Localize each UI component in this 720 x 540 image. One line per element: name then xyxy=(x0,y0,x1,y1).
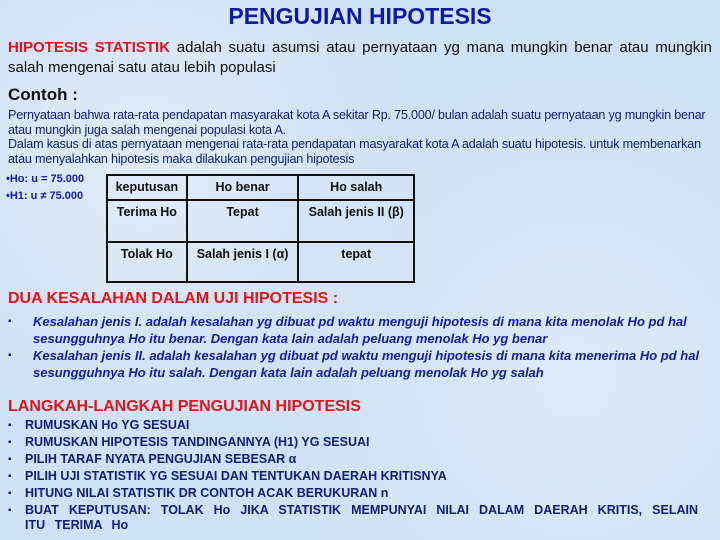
example-paragraph: Dalam kasus di atas pernyataan mengenai rata-rata pendapatan masyarakat kota A adalah suatu hipotesis. untuk membenarkan atau menyalahkan hipotesis maka dilakukan pengujian hipotesis xyxy=(8,137,701,166)
list-item-text: PILIH UJI STATISTIK YG SESUAI DAN TENTUKAN DAERAH KRITISNYA xyxy=(25,469,447,483)
slide-title: PENGUJIAN HIPOTESIS xyxy=(228,3,492,29)
bullet-icon: ▪ xyxy=(8,316,12,327)
example-heading: Contoh : xyxy=(8,85,78,104)
definition xyxy=(8,38,712,78)
bullet-icon: ▪ xyxy=(8,437,12,448)
list-item xyxy=(8,503,698,533)
list-item-text: Kesalahan jenis I. adalah kesalahan yg dibuat pd waktu menguji hipotesis di mana kita menolak Ho pd hal sesungguhnya Ho itu benar. Dengan kata lain adalah peluang menolak Ho yg benar xyxy=(33,314,687,346)
bullet-icon: ▪ xyxy=(8,420,12,431)
alt-hypothesis: •H1: u ≠ 75.000 xyxy=(6,190,84,202)
table-cell: Salah jenis II (β) xyxy=(298,200,414,242)
table-row xyxy=(107,242,414,282)
table-cell: Tepat xyxy=(187,200,299,242)
bullet-icon: ▪ xyxy=(8,454,12,465)
definition-text: adalah suatu asumsi atau pernyataan yg mana mungkin benar atau mungkin salah mengenai satu atau lebih populasi xyxy=(8,39,712,76)
table-header: Ho salah xyxy=(298,175,414,200)
errors-list xyxy=(8,314,708,382)
table-header: keputusan xyxy=(107,175,187,200)
definition-term: HIPOTESIS STATISTIK xyxy=(8,39,171,56)
list-item-text: HITUNG NILAI STATISTIK DR CONTOH ACAK BERUKURAN n xyxy=(25,486,389,500)
errors-heading: DUA KESALAHAN DALAM UJI HIPOTESIS : xyxy=(8,290,339,307)
list-item-text: Kesalahan jenis II. adalah kesalahan yg dibuat pd waktu menguji hipotesis di mana kita menerima Ho pd hal sesungguhnya Ho itu salah. Dengan kata lain adalah peluang menolak Ho yg salah xyxy=(33,348,700,380)
example-paragraph: Pernyataan bahwa rata-rata pendapatan masyarakat kota A sekitar Rp. 75.000/ bulan adalah suatu pernyataan yg mungkin benar atau mungkin juga salah mengenai populasi kota A. xyxy=(8,108,706,137)
list-item-text: PILIH TARAF NYATA PENGUJIAN SEBESAR α xyxy=(25,452,297,466)
list-item xyxy=(8,469,698,484)
table-header-row xyxy=(107,175,414,200)
example-paragraphs xyxy=(8,108,712,166)
list-item xyxy=(8,314,708,347)
list-item xyxy=(8,418,698,433)
list-item-text: RUMUSKAN HIPOTESIS TANDINGANNYA (H1) YG SESUAI xyxy=(25,435,370,449)
null-hypothesis: •Ho: u = 75.000 xyxy=(6,173,85,185)
bullet-icon: ▪ xyxy=(8,350,12,361)
table-row xyxy=(107,200,414,242)
bullet-icon: ▪ xyxy=(8,505,12,516)
list-item xyxy=(8,486,698,501)
table-cell: Tolak Ho xyxy=(107,242,187,282)
table-header: Ho benar xyxy=(187,175,299,200)
table-cell: Salah jenis I (α) xyxy=(187,242,299,282)
list-item xyxy=(8,348,708,381)
list-item-text: RUMUSKAN Ho YG SESUAI xyxy=(25,418,190,432)
hypotheses xyxy=(6,171,84,205)
list-item-text: BUAT KEPUTUSAN: TOLAK Ho JIKA STATISTIK MEMPUNYAI NILAI DALAM DAERAH KRITIS, SELAIN ITU TERIMA Ho xyxy=(25,503,698,532)
bullet-icon: ▪ xyxy=(8,488,12,499)
steps-list xyxy=(8,418,698,535)
steps-heading: LANGKAH-LANGKAH PENGUJIAN HIPOTESIS xyxy=(8,398,361,415)
decision-table xyxy=(106,174,415,283)
list-item xyxy=(8,435,698,450)
table-cell: Terima Ho xyxy=(107,200,187,242)
bullet-icon: ▪ xyxy=(8,471,12,482)
table-cell: tepat xyxy=(298,242,414,282)
list-item xyxy=(8,452,698,467)
